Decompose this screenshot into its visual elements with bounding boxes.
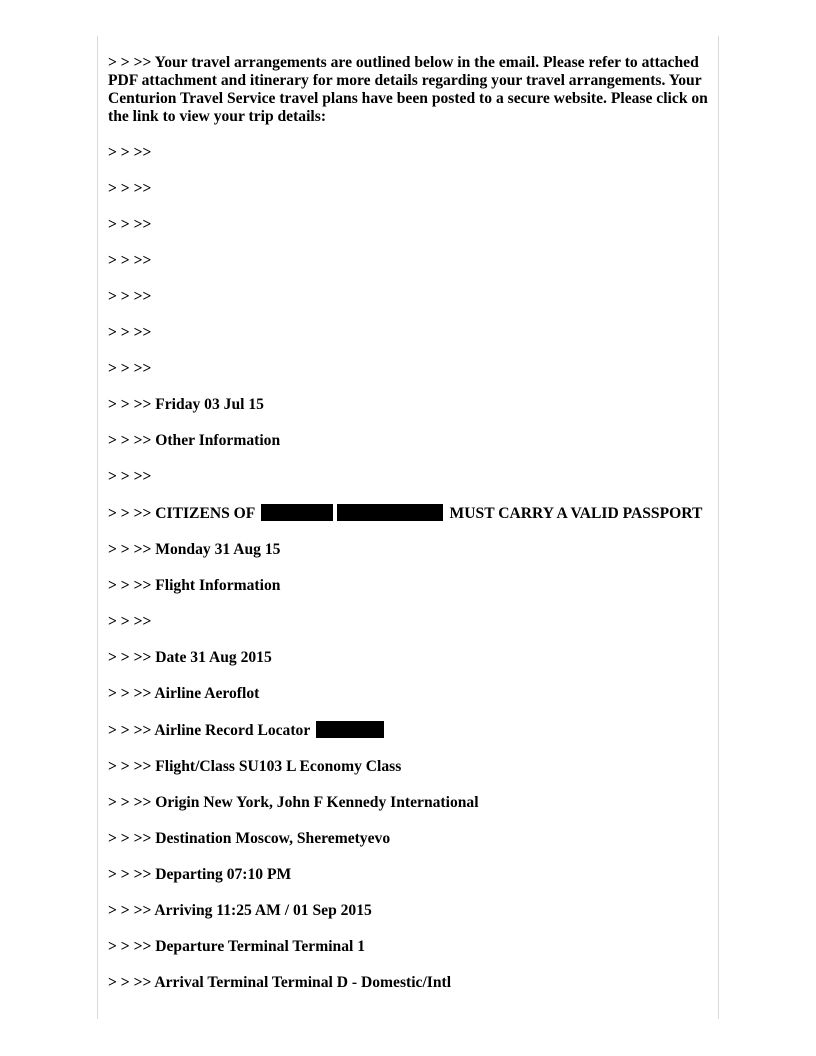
blank-quote-line: > > >> (108, 288, 152, 305)
blank-quote-line: > > >> (108, 324, 152, 341)
passport-notice (108, 504, 713, 523)
other-information-heading: > > >> Other Information (108, 432, 281, 449)
record-locator-label: > > >> Airline Record Locator (108, 722, 314, 739)
email-body (108, 54, 713, 1010)
destination: > > >> Destination Moscow, Sheremetyevo (108, 830, 391, 847)
redaction-block (316, 721, 384, 738)
passport-notice-start: > > >> CITIZENS OF (108, 505, 259, 522)
airline: > > >> Airline Aeroflot (108, 685, 260, 702)
date-line: > > >> Friday 03 Jul 15 (108, 396, 264, 413)
departing-time: > > >> Departing 07:10 PM (108, 866, 292, 883)
redaction-block (337, 504, 443, 521)
blank-quote-line: > > >> (108, 613, 152, 630)
redaction-block (261, 504, 333, 521)
arriving-time: > > >> Arriving 11:25 AM / 01 Sep 2015 (108, 902, 372, 919)
blank-quote-line: > > >> (108, 360, 152, 377)
blank-quote-line: > > >> (108, 216, 152, 233)
flight-class: > > >> Flight/Class SU103 L Economy Class (108, 758, 402, 775)
blank-quote-line: > > >> (108, 180, 152, 197)
flight-date: > > >> Date 31 Aug 2015 (108, 649, 272, 666)
blank-quote-line: > > >> (108, 252, 152, 269)
blank-quote-line: > > >> (108, 144, 152, 161)
arrival-terminal: > > >> Arrival Terminal Terminal D - Domestic/Intl (108, 974, 452, 991)
date-line: > > >> Monday 31 Aug 15 (108, 541, 281, 558)
blank-quote-line: > > >> (108, 468, 152, 485)
origin: > > >> Origin New York, John F Kennedy International (108, 794, 479, 811)
flight-information-heading: > > >> Flight Information (108, 577, 281, 594)
passport-notice-end: MUST CARRY A VALID PASSPORT (445, 505, 703, 522)
record-locator (108, 721, 713, 740)
departure-terminal: > > >> Departure Terminal Terminal 1 (108, 938, 366, 955)
intro-paragraph: > > >> Your travel arrangements are outlined below in the email. Please refer to attached PDF attachment and itinerary for more details regarding your travel arrangements. Your Centurion Travel Service travel plans have been posted to a secure website. Please click on the link to view your trip details: (108, 54, 708, 125)
